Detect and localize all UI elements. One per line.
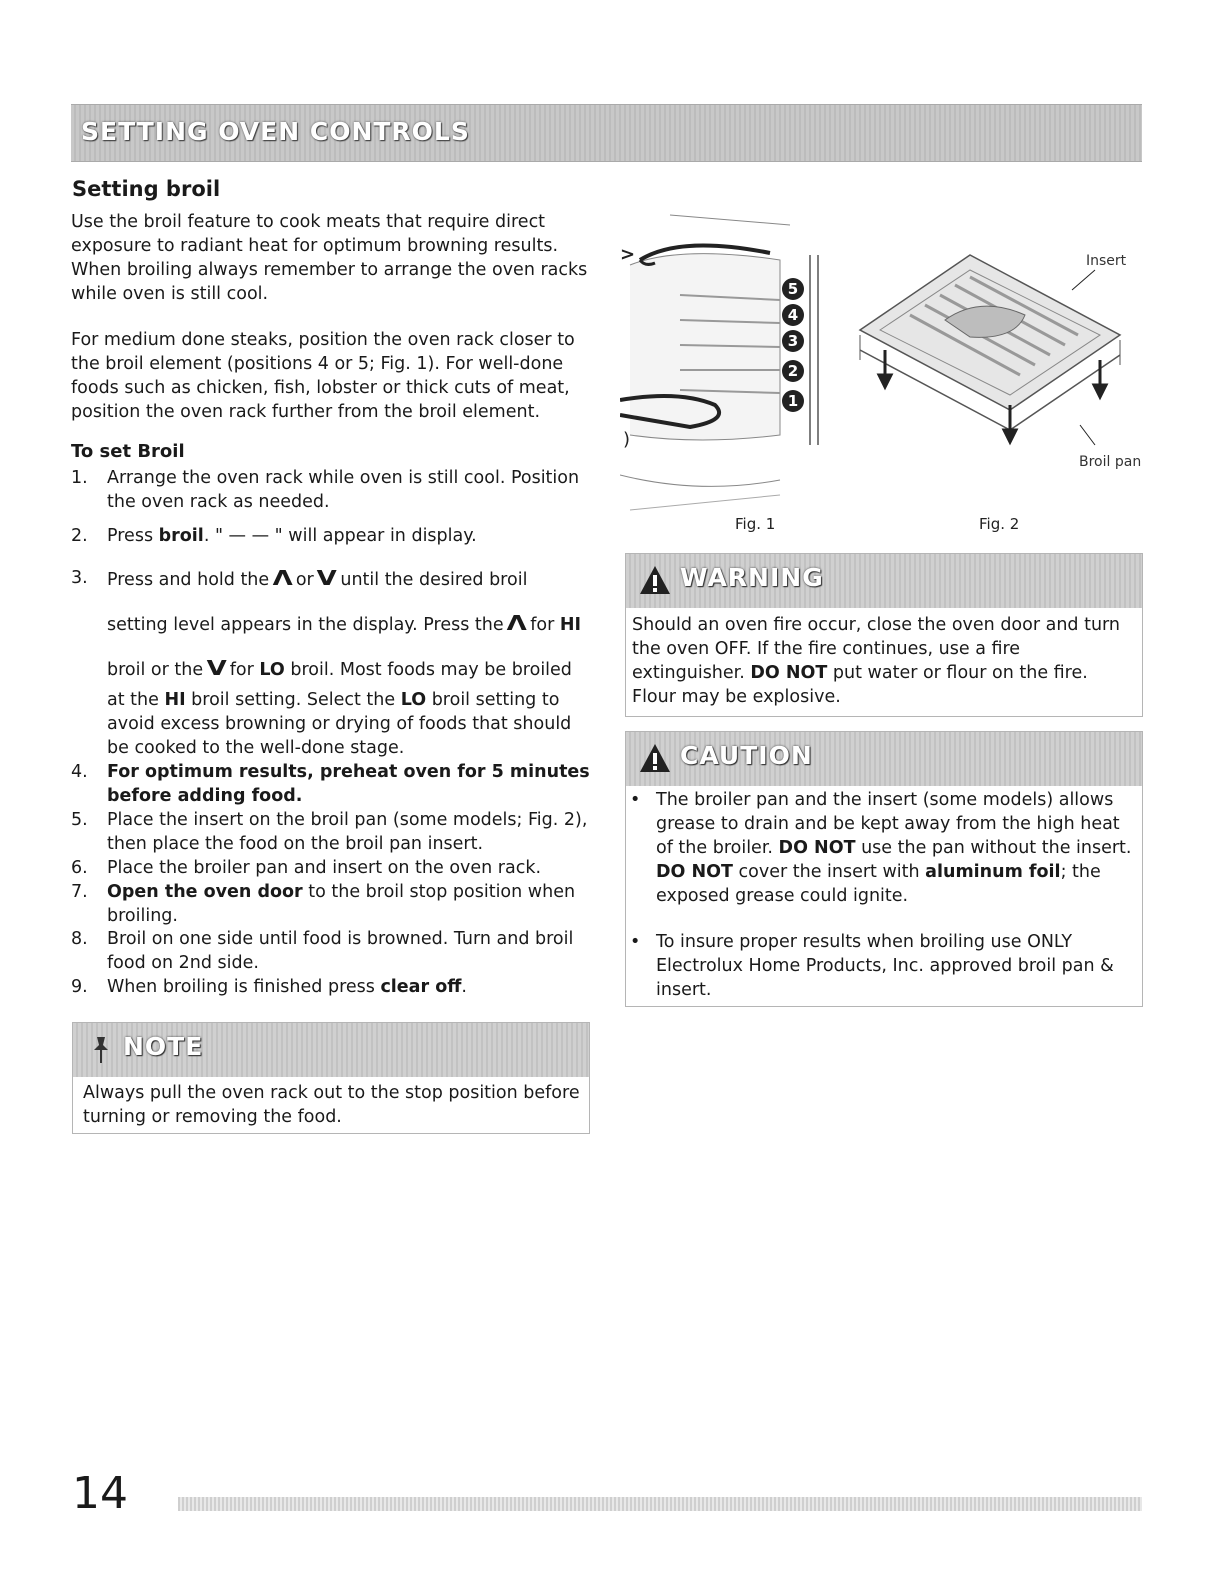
down-arrow-icon: V <box>206 656 227 680</box>
up-arrow-icon: Λ <box>506 611 528 635</box>
rack-position-3: 3 <box>782 330 804 352</box>
warning-body <box>625 608 1143 717</box>
intro-paragraph: Use the broil feature to cook meats that require direct exposure to radiant heat for optimum browning results. When broiling always remember to arrange the oven racks while oven is still cool. <box>71 212 588 304</box>
rack-position-1: 1 <box>782 390 804 412</box>
up-arrow-icon: Λ <box>272 566 293 590</box>
rack-position-5: 5 <box>782 278 804 300</box>
rack-position-2: 2 <box>782 360 804 382</box>
warning-text: Should an oven fire occur, close the oven door and turn the oven OFF. If the fire continues, use a fire extinguisher. DO NOT put water or flour on the fire. Flour may be explosive. <box>632 615 1121 707</box>
fig-1-caption: Fig. 1 <box>735 515 776 533</box>
step-3-line-3: broil or the V for LO broil. Most foods may be broiled <box>107 656 572 680</box>
note-title: NOTE <box>123 1032 204 1061</box>
pushpin-icon <box>89 1035 113 1065</box>
caution-body: • The broiler pan and the insert (some models) allows grease to drain and be kept away from the high heat of the broiler. DO NOT use the pan without the insert. DO NOT cover the insert with aluminum foil; the exposed grease could ignite. • To insure proper results when broiling use ONLY Electrolux Home Products, Inc. approved broil pan & insert. <box>625 786 1143 1007</box>
step-3-rest: at the HI broil setting. Select the LO broil setting to avoid excess browning or drying of foods that should be cooked to the well-done stage. <box>107 690 572 758</box>
medium-paragraph: For medium done steaks, position the oven rack closer to the broil element (positions 4 or 5; Fig. 1). For well-done foods such as chicken, fish, lobster or thick cuts of meat, position the oven rack further from the broil element. <box>71 330 575 422</box>
broil-pan-illustration <box>850 235 1140 465</box>
caution-title: CAUTION <box>680 741 813 770</box>
note-text: Always pull the oven rack out to the stop position before turning or removing the food. <box>83 1083 580 1127</box>
page-number: 14 <box>72 1468 128 1519</box>
footer-bar <box>178 1497 1142 1511</box>
fig-2-caption: Fig. 2 <box>979 515 1020 533</box>
step-3-line-2: setting level appears in the display. Press the Λ for HI <box>107 611 582 635</box>
insert-label: Insert <box>1086 253 1127 269</box>
svg-text:): ) <box>623 429 631 450</box>
section-title: Setting broil <box>72 177 221 201</box>
warning-title: WARNING <box>680 563 824 592</box>
section-banner <box>71 104 1142 162</box>
warning-header <box>625 553 1143 609</box>
rack-position-4: 4 <box>782 304 804 326</box>
caution-header <box>625 731 1143 787</box>
banner-title: SETTING OVEN CONTROLS <box>81 117 470 146</box>
down-arrow-icon: V <box>316 566 338 590</box>
broil-pan-label: Broil pan <box>1079 454 1142 470</box>
warning-triangle-icon <box>638 564 672 596</box>
to-set-broil-heading: To set Broil <box>71 441 185 462</box>
note-header <box>72 1022 590 1078</box>
step-3-line-1: Press and hold the Λ or V until the desired broil <box>107 566 528 590</box>
note-body <box>72 1077 590 1134</box>
warning-triangle-icon <box>638 742 672 774</box>
svg-text:>: > <box>620 244 636 265</box>
oven-rack-illustration <box>620 205 840 515</box>
